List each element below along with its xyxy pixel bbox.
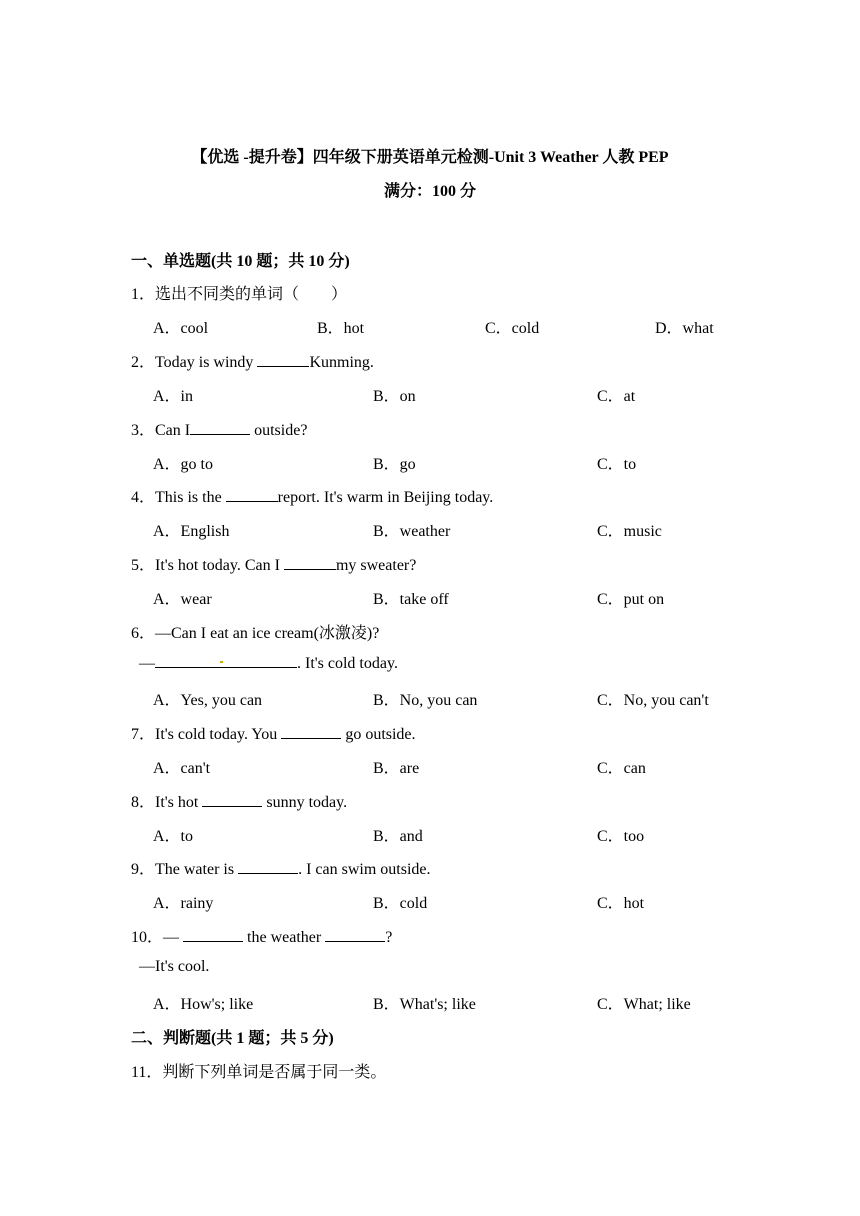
answer-blank (257, 352, 309, 367)
question-3-stem-end: outside? (250, 422, 308, 439)
question-2-stem (131, 349, 374, 372)
question-6-stem: 6．—Can I eat an ice cream(冰激凌)? (131, 625, 380, 642)
answer-blank (202, 792, 262, 807)
question-10-stem-middle: the weather (243, 929, 326, 946)
answer-blank (226, 487, 278, 502)
question-6-dash: — (139, 655, 155, 672)
question-7-option-a[interactable]: A．can't (153, 760, 211, 777)
question-3-stem (131, 417, 307, 440)
question-2-option-b[interactable]: B．on (373, 388, 416, 405)
question-1-option-c[interactable]: C．cold (485, 320, 540, 337)
section-heading-single-choice: 一、单选题(共 10 题；共 10 分) (131, 253, 350, 270)
question-8-option-a[interactable]: A．to (153, 828, 194, 845)
question-2-stem-start: 2．Today is windy (131, 354, 258, 371)
question-9-option-c[interactable]: C．hot (597, 895, 645, 912)
question-10-option-c[interactable]: C．What; like (597, 996, 691, 1013)
question-4-stem-start: 4．This is the (131, 489, 226, 506)
question-3-option-b[interactable]: B．go (373, 456, 416, 473)
question-10-stem-start: 10．— (131, 929, 184, 946)
question-10-option-b[interactable]: B．What's; like (373, 996, 476, 1013)
question-7-stem-start: 7．It's cold today. You (131, 726, 282, 743)
question-4-stem-end: report. It's warm in Beijing today. (277, 489, 494, 506)
section-heading-true-false: 二、判断题(共 1 题；共 5 分) (131, 1030, 334, 1047)
answer-blank (325, 927, 385, 942)
question-1-option-d[interactable]: D．what (655, 320, 714, 337)
question-5-option-b[interactable]: B．take off (373, 591, 449, 608)
question-5-option-a[interactable]: A．wear (153, 591, 212, 608)
question-5-option-c[interactable]: C．put on (597, 591, 665, 608)
question-10-option-a[interactable]: A．How's; like (153, 996, 254, 1013)
answer-blank (183, 927, 243, 942)
question-6-response-end: . It's cold today. (297, 655, 398, 672)
page-title: 【优选 -提升卷】四年级下册英语单元检测-Unit 3 Weather 人教 PEP (191, 149, 669, 166)
question-10-stem (131, 924, 392, 947)
question-5-stem (131, 552, 416, 575)
question-1-stem: 1．选出不同类的单词（ ） (131, 286, 348, 303)
question-7-option-c[interactable]: C．can (597, 760, 646, 777)
question-11-stem: 11．判断下列单词是否属于同一类。 (131, 1064, 387, 1081)
question-6-option-b[interactable]: B．No, you can (373, 692, 478, 709)
question-1-option-a[interactable]: A．cool (153, 320, 209, 337)
question-10-stem-end: ? (385, 929, 393, 946)
question-8-stem-end: sunny today. (262, 794, 348, 811)
question-6-option-c[interactable]: C．No, you can't (597, 692, 709, 709)
question-7-stem (131, 721, 416, 744)
stray-mark (220, 661, 223, 663)
answer-blank (281, 724, 341, 739)
question-8-option-b[interactable]: B．and (373, 828, 423, 845)
question-2-option-c[interactable]: C．at (597, 388, 636, 405)
question-8-stem-start: 8．It's hot (131, 794, 203, 811)
question-4-option-a[interactable]: A．English (153, 523, 230, 540)
question-9-option-a[interactable]: A．rainy (153, 895, 214, 912)
question-6-response-line (139, 653, 398, 673)
answer-blank (155, 653, 297, 668)
question-6-option-a[interactable]: A．Yes, you can (153, 692, 263, 709)
question-3-option-a[interactable]: A．go to (153, 456, 214, 473)
question-1-option-b[interactable]: B．hot (317, 320, 365, 337)
question-3-stem-start: 3．Can I (131, 422, 191, 439)
full-score: 满分：100 分 (383, 183, 476, 200)
question-3-option-c[interactable]: C．to (597, 456, 637, 473)
answer-blank (238, 859, 298, 874)
question-9-stem (131, 856, 431, 879)
question-7-stem-end: go outside. (341, 726, 416, 743)
question-9-stem-end: . I can swim outside. (298, 861, 431, 878)
question-4-option-b[interactable]: B．weather (373, 523, 451, 540)
question-2-stem-end: Kunming. (309, 354, 374, 371)
question-4-stem (131, 484, 493, 507)
answer-blank (190, 420, 250, 435)
question-10-response-line: —It's cool. (139, 958, 210, 975)
question-8-stem (131, 789, 347, 812)
question-5-stem-start: 5．It's hot today. Can I (131, 557, 284, 574)
question-7-option-b[interactable]: B．are (373, 760, 420, 777)
question-2-option-a[interactable]: A．in (153, 388, 194, 405)
question-9-stem-start: 9．The water is (131, 861, 239, 878)
question-8-option-c[interactable]: C．too (597, 828, 645, 845)
question-4-option-c[interactable]: C．music (597, 523, 662, 540)
answer-blank (284, 555, 336, 570)
question-5-stem-end: my sweater? (335, 557, 417, 574)
question-9-option-b[interactable]: B．cold (373, 895, 428, 912)
